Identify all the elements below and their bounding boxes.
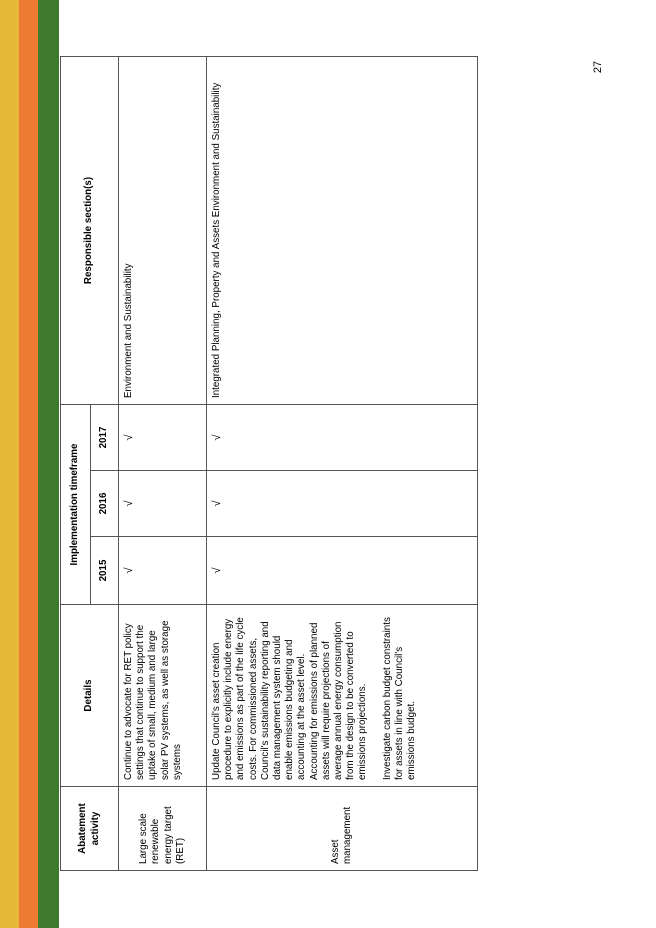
details-paragraph: Investigate carbon budget constraints for assets in line with Council's emissions budget.	[381, 617, 418, 780]
col-header-implementation-timeframe: Implementation timeframe	[61, 405, 91, 605]
activity-cell: Large scale renewable energy target (RET)	[119, 787, 207, 871]
table-row	[207, 57, 478, 871]
details-cell	[207, 605, 478, 787]
decor-band-orange	[19, 0, 38, 928]
col-header-responsible: Responsible section(s)	[61, 57, 119, 405]
col-header-2015: 2015	[91, 537, 119, 605]
col-header-2017: 2017	[91, 405, 119, 471]
responsible-cell: Environment and Sustainability	[119, 57, 207, 405]
abatement-activity-table	[60, 56, 478, 871]
col-header-activity: Abatement activity	[61, 787, 119, 871]
tick-2016: √	[207, 471, 478, 537]
table-rotation-frame	[60, 57, 478, 871]
details-paragraph: Update Council's asset creation procedure to explicitly include energy and emissions as part of the life cycle costs. For commissioned assets, Council's sustainability reporting and data management system should enable emissions budgeting and accounting at the asset level. Accounting for emissions of planned assets will require projections of average annual energy consumption from the design to be converted to emissions projections.	[211, 617, 369, 780]
details-paragraph: Continue to advocate for RET policy settings that continue to support the uptake of small, medium and large solar PV systems, as well as storage systems	[123, 620, 183, 780]
table-rotated-container	[60, 57, 478, 871]
col-header-details: Details	[61, 605, 119, 787]
tick-2017: √	[119, 405, 207, 471]
tick-2016: √	[119, 471, 207, 537]
responsible-text: Integrated Planning, Property and Assets Environment and Sustainability	[211, 82, 222, 398]
decor-band-green	[38, 0, 59, 928]
tick-2015: √	[119, 537, 207, 605]
activity-cell: Asset management	[207, 787, 478, 871]
table-row	[119, 57, 207, 871]
tick-2017: √	[207, 405, 478, 471]
responsible-cell	[207, 57, 478, 405]
details-cell	[119, 605, 207, 787]
table-header-row-group	[61, 57, 91, 871]
tick-2015: √	[207, 537, 478, 605]
page-number: 27	[592, 60, 604, 74]
decor-band-yellow	[0, 0, 19, 928]
col-header-2016: 2016	[91, 471, 119, 537]
